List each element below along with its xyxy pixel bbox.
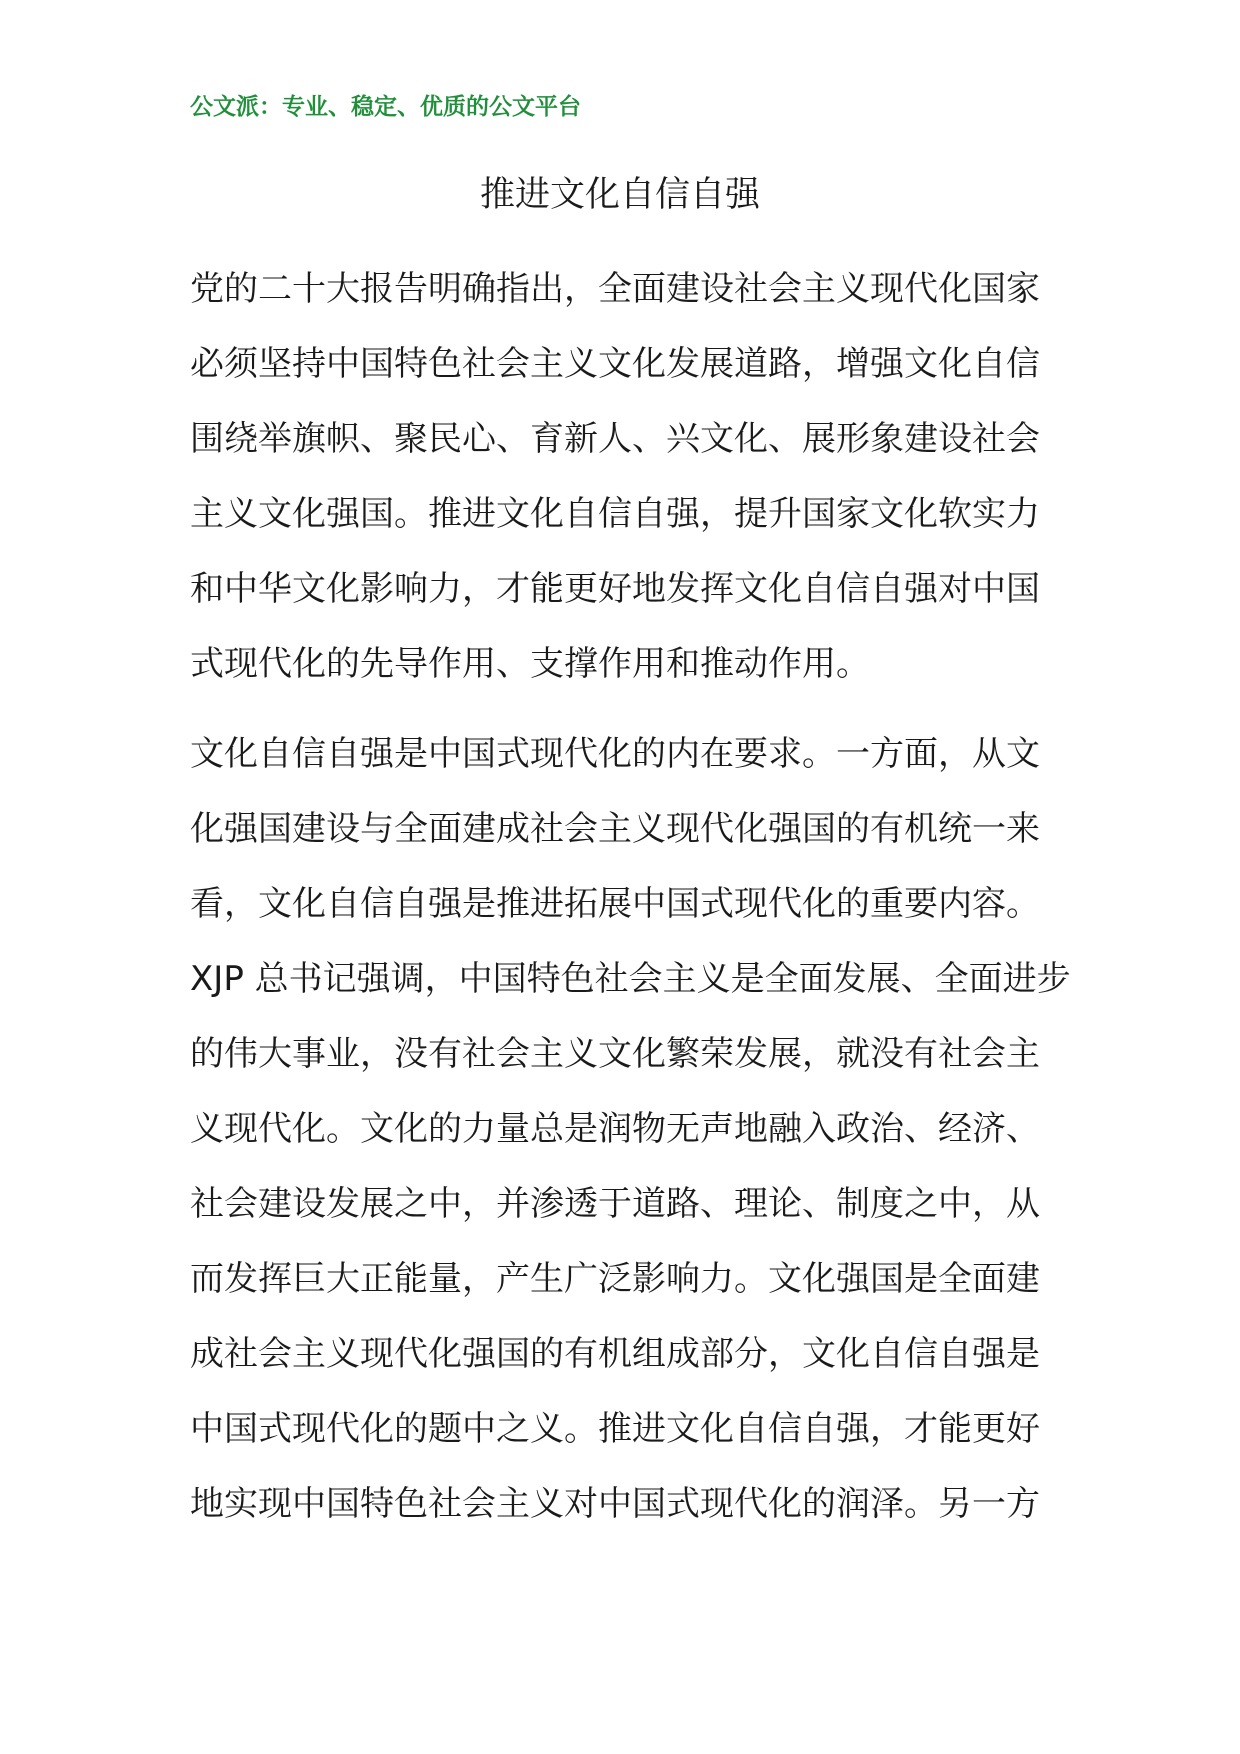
text-line: 地实现中国特色社会主义对中国式现代化的润泽。另一方 bbox=[190, 1484, 1040, 1524]
text-line: 义现代化。文化的力量总是润物无声地融入政治、经济、 bbox=[190, 1109, 1040, 1149]
text-line: 围绕举旗帜、聚民心、育新人、兴文化、展形象建设社会 bbox=[190, 419, 1040, 459]
text-line: 必须坚持中国特色社会主义文化发展道路，增强文化自信 bbox=[190, 344, 1040, 384]
text-line: 式现代化的先导作用、支撑作用和推动作用。 bbox=[190, 644, 870, 684]
text-line: 文化自信自强是中国式现代化的内在要求。一方面，从文 bbox=[190, 734, 1040, 774]
text-line: 中国式现代化的题中之义。推进文化自信自强，才能更好 bbox=[190, 1409, 1040, 1449]
document-body bbox=[190, 262, 1090, 1552]
text-line: XJP 总书记强调，中国特色社会主义是全面发展、全面进步 bbox=[190, 959, 1071, 999]
text-line: 而发挥巨大正能量，产生广泛影响力。文化强国是全面建 bbox=[190, 1259, 1040, 1299]
header-banner: 公文派：专业、稳定、优质的公文平台 bbox=[190, 94, 581, 120]
text-line: 化强国建设与全面建成社会主义现代化强国的有机统一来 bbox=[190, 809, 1040, 849]
text-line: 的伟大事业，没有社会主义文化繁荣发展，就没有社会主 bbox=[190, 1034, 1040, 1074]
text-line: 看，文化自信自强是推进拓展中国式现代化的重要内容。 bbox=[190, 884, 1040, 924]
text-line: 党的二十大报告明确指出，全面建设社会主义现代化国家 bbox=[190, 269, 1040, 309]
text-line: 主义文化强国。推进文化自信自强，提升国家文化软实力 bbox=[190, 494, 1040, 534]
text-line: 成社会主义现代化强国的有机组成部分，文化自信自强是 bbox=[190, 1334, 1040, 1374]
document-title: 推进文化自信自强 bbox=[479, 175, 760, 215]
paragraph bbox=[190, 727, 1090, 1552]
paragraph bbox=[190, 262, 1090, 712]
text-line: 社会建设发展之中，并渗透于道路、理论、制度之中，从 bbox=[190, 1184, 1040, 1224]
text-line: 和中华文化影响力，才能更好地发挥文化自信自强对中国 bbox=[190, 569, 1040, 609]
